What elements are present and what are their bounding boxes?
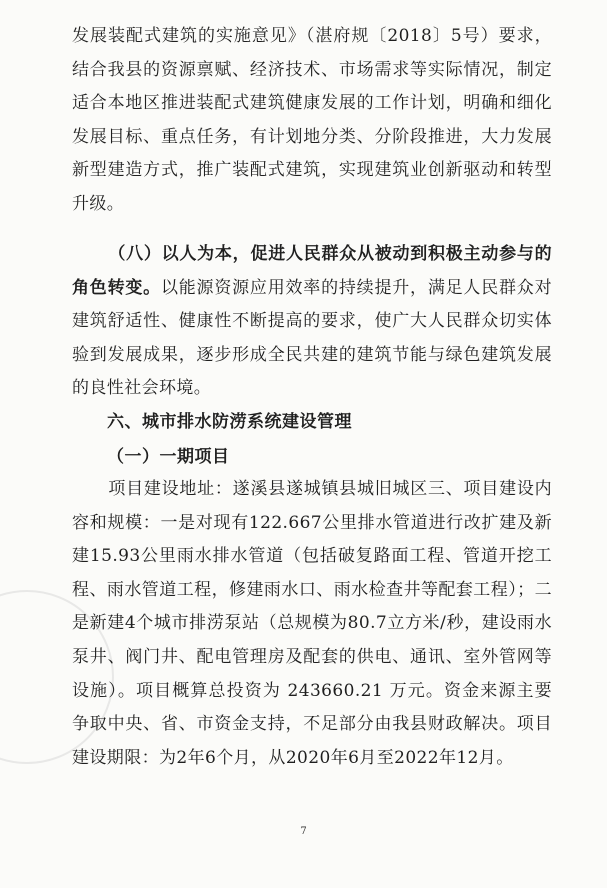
- paragraph-people-oriented: [72, 238, 552, 406]
- paragraph-text: 项目建设地址：遂溪县遂城镇县城旧城区三、项目建设内容和规模：一是对现有122.667公里排水管道进行改扩建及新建15.93公里雨水排水管道（包括破复路面工程、管道开挖工程、雨水管道工程，修建雨水口、雨水检查井等配套工程）；二是新建4个城市排涝泵站（总规模为80.7立方米/秒，建设雨水泵井、阀门井、配电管理房及配套的供电、通讯、室外管网等设施）。项目概算总投资为 243660.21 万元。资金来源主要争取中央、省、市资金支持，不足部分由我县财政解决。项目建设期限：为2年6个月，从2020年6月至2022年12月。: [72, 479, 552, 768]
- paragraph-project-details: [72, 473, 552, 775]
- subsection-heading: （一）一期项目: [107, 447, 230, 467]
- paragraph-lead-bold: （八）以人为本，促进人民群众从被动到积极主动参与的角色转变。: [72, 244, 552, 298]
- paragraph-body: 以能源资源应用效率的持续提升，满足人民群众对建筑舒适性、健康性不断提高的要求，使广大人民群众切实体验到发展成果，逐步形成全民共建的建筑节能与绿色建筑发展的良性社会环境。: [72, 277, 552, 399]
- paragraph-text: 发展装配式建筑的实施意见》（湛府规〔2018〕5号）要求，结合我县的资源禀赋、经济技术、市场需求等实际情况，制定适合本地区推进装配式建筑健康发展的工作计划，明确和细化发展目标、重点任务，有计划地分类、分阶段推进，大力发展新型建造方式，推广装配式建筑，实现建筑业创新驱动和转型升级。: [72, 26, 552, 214]
- paragraph-implementation-plan: [72, 20, 552, 222]
- section-heading: 六、城市排水防涝系统建设管理: [107, 412, 352, 432]
- page-number: 7: [300, 826, 307, 837]
